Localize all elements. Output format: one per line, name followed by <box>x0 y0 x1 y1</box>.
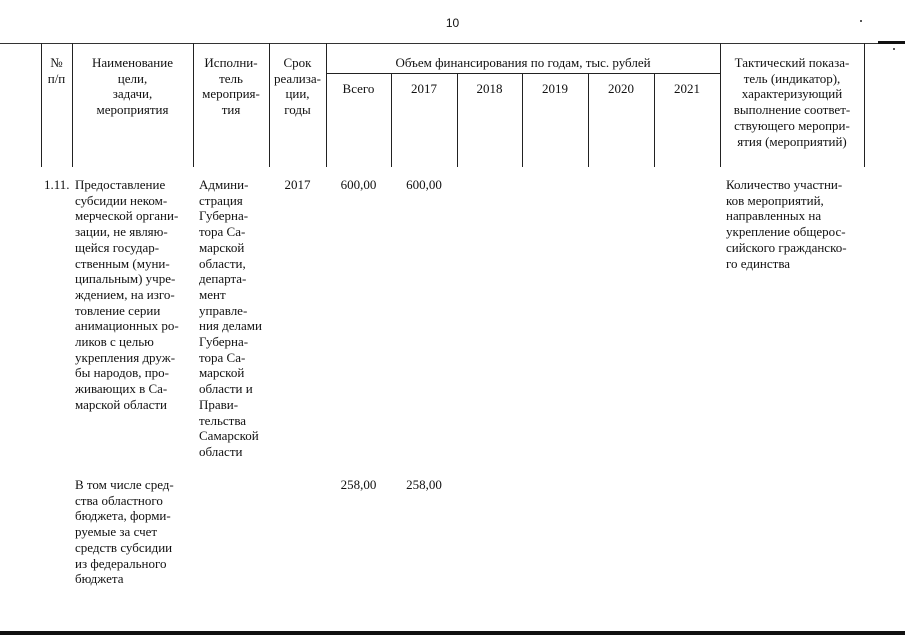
header-indicator: Тактический показа- тель (индикатор), характеризующий выполнение соответ- ствующего меропри- ятия (мероприятий) <box>733 55 851 149</box>
row-subtotal-total: 258,00 <box>340 477 377 492</box>
header-year: 2018 <box>476 81 503 96</box>
header-year: 2020 <box>608 81 634 96</box>
header-financing: Объем финансирования по годам, тыс. рублей <box>395 55 651 70</box>
header-year: 2017 <box>411 81 437 96</box>
header-total: Всего <box>342 81 375 96</box>
header-year: 2021 <box>674 81 700 96</box>
page-bottom-edge <box>0 631 905 635</box>
row-term: 2017 <box>284 177 311 192</box>
header-num: № п/п <box>47 55 66 86</box>
row-name: Предоставление субсидии неком- мерческой органи- зации, не являю- щейся государ- ственным (муни- ципальным) учре- ждением, на изго- товление серии анимационных ро- ликов с целью укрепления друж- бы народов, про- живающих в Са- марской области <box>75 177 179 412</box>
scan-edge-mark <box>878 41 905 44</box>
row-subtotal-2017: 258,00 <box>406 477 442 492</box>
header-year: 2019 <box>542 81 568 96</box>
row-num: 1.11. <box>44 177 70 192</box>
row-total: 600,00 <box>340 177 377 192</box>
page-number: 10 <box>445 16 460 30</box>
header-term: Срок реализа- ции, годы <box>274 55 321 118</box>
header-name: Наименование цели, задачи, мероприятия <box>92 55 173 118</box>
row-executor: Админи- страция Губерна- тора Са- марской области, дeпарта- мент управле- ния делами Губерна- тора Са- марской области и Прави- тельства Самарской области <box>199 177 262 459</box>
row-indicator: Количество участни- ков мероприятий, направленных на укрепление общерос- сийского гражданско- го единства <box>726 177 847 271</box>
scan-speck <box>893 48 895 50</box>
row-subtotal-name: В том числе сред- ства областного бюджета, форми- руемые за счет средств субсидии из федерального бюджета <box>75 477 174 587</box>
row-2017: 600,00 <box>406 177 442 192</box>
header-executor: Исполни- тель мероприя- тия <box>202 55 260 118</box>
scan-speck <box>860 20 862 22</box>
table-top-border <box>0 43 905 44</box>
